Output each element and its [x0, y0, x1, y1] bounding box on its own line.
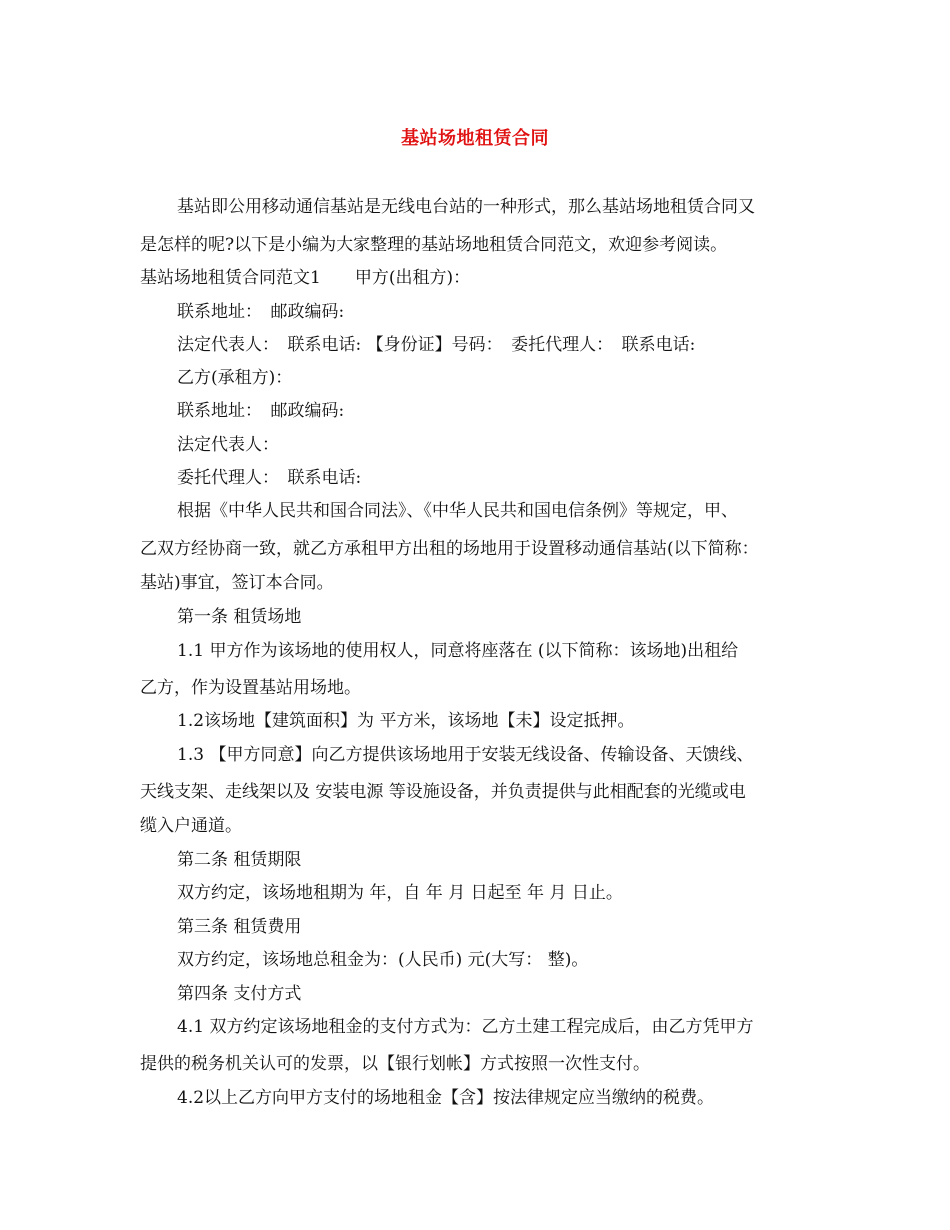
paragraph-line: 乙方，作为设置基站用场地。: [140, 678, 361, 698]
paragraph-line: 乙双方经协商一致，就乙方承租甲方出租的场地用于设置移动通信基站(以下简称：: [140, 539, 759, 559]
paragraph-line: 联系地址： 邮政编码:: [177, 302, 345, 322]
paragraph-line: 乙方(承租方)：: [177, 368, 293, 388]
paragraph-line: 基站即公用移动通信基站是无线电台站的一种形式，那么基站场地租赁合同又: [177, 197, 755, 217]
document-title: 基站场地租赁合同: [401, 128, 549, 149]
paragraph-line: 基站)事宜，签订本合同。: [140, 573, 334, 593]
paragraph-line: 基站场地租赁合同范文1 甲方(出租方)：: [140, 268, 471, 288]
section-heading: 第三条 租赁费用: [177, 917, 302, 937]
paragraph-line: 天线支架、走线架以及 安装电源 等设施设备，并负责提供与此相配套的光缆或电: [140, 782, 746, 802]
paragraph-line: 法定代表人：: [177, 435, 279, 455]
paragraph-line: 法定代表人： 联系电话: 【身份证】号码： 委托代理人： 联系电话:: [177, 335, 696, 355]
paragraph-line: 4.1 双方约定该场地租金的支付方式为：乙方土建工程完成后，由乙方凭甲方: [177, 1017, 754, 1037]
paragraph-line: 双方约定，该场地租期为 年，自 年 月 日起至 年 月 日止。: [177, 883, 623, 903]
section-heading: 第四条 支付方式: [177, 984, 302, 1004]
section-heading: 第二条 租赁期限: [177, 850, 302, 870]
paragraph-line: 缆入户通道。: [140, 816, 242, 836]
paragraph-line: 根据《中华人民共和国合同法》、《中华人民共和国电信条例》等规定，甲、: [177, 501, 738, 521]
paragraph-line: 联系地址： 邮政编码:: [177, 401, 345, 421]
paragraph-line: 1.1 甲方作为该场地的使用权人，同意将座落在 (以下简称：该场地)出租给: [177, 641, 739, 661]
paragraph-line: 是怎样的呢?以下是小编为大家整理的基站场地租赁合同范文，欢迎参考阅读。: [140, 235, 728, 255]
paragraph-line: 1.2该场地【建筑面积】为 平方米，该场地【未】设定抵押。: [177, 711, 635, 731]
paragraph-line: 双方约定，该场地总租金为：(人民币) 元(大写： 整)。: [177, 950, 589, 970]
paragraph-line: 4.2以上乙方向甲方支付的场地租金【含】按法律规定应当缴纳的税费。: [177, 1088, 715, 1108]
section-heading: 第一条 租赁场地: [177, 607, 302, 627]
paragraph-line: 1.3 【甲方同意】向乙方提供该场地用于安装无线设备、传输设备、天馈线、: [177, 745, 754, 765]
paragraph-line: 委托代理人： 联系电话:: [177, 468, 362, 488]
paragraph-line: 提供的税务机关认可的发票，以【银行划帐】方式按照一次性支付。: [140, 1054, 650, 1074]
